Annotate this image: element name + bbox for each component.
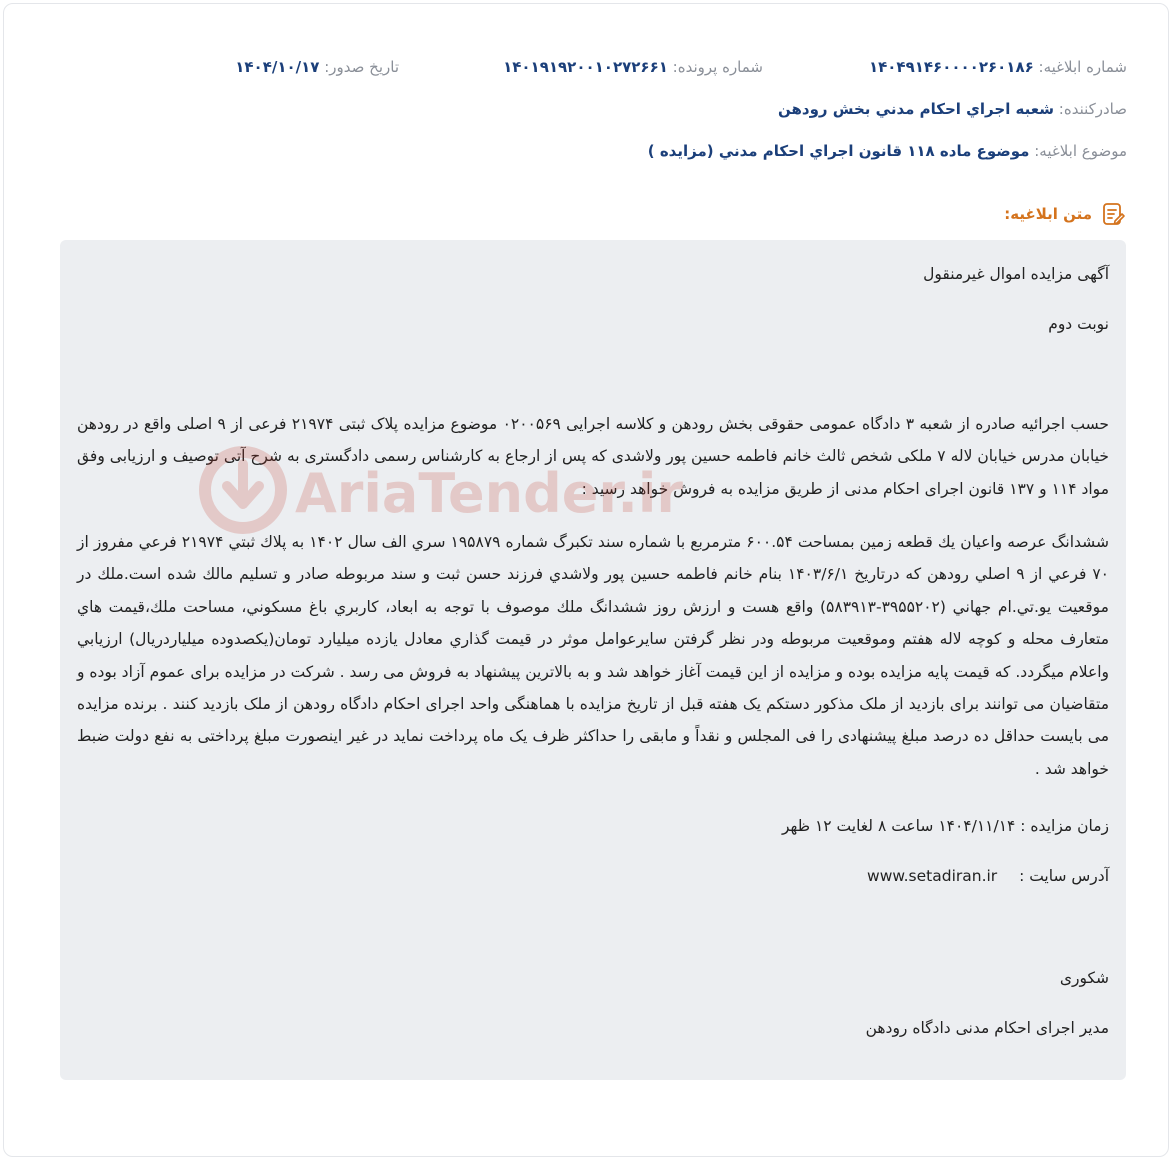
notice-number-label: شماره ابلاغیه: — [1038, 58, 1127, 76]
notice-paragraph-2: ششدانگ عرصه واعيان يك قطعه زمين بمساحت ۶۰۰.۵۴ مترمربع با شماره سند تکبرگ شماره ۱۹۵۸۷۹ سري الف سال ۱۴۰۲ به پلاك ثبتي ۲۱۹۷۴ فرعي مفروز از ۷۰ فرعي از ۹ اصلي رودهن كه درتاريخ ۱۴۰۳/۶/۱ بنام خانم فاطمه حسين پور ولاشدي فرزند حسن ثبت و سند مربوطه صادر و تسليم مالك شده است.ملك در موقعيت يو.تي.ام جهاني (۳۹۵۵۲۰۲-۵۸۳۹۱۳) واقع هست و ارزش روز ششدانگ ملك موصوف با توجه به ابعاد، كاربري باغ مسكوني، مساحت ملك،قيمت هاي متعارف محله و كوچه لاله هفتم وموقعيت مربوطه ودر نظر گرفتن سايرعوامل موثر در قيمت گذاري معادل يازده ميليارد تومان(يكصدوده ميلياردريال) ارزيابي واعلام ميگردد. که قیمت پایه مزایده بوده و مزایده از این قیمت آغاز خواهد شد و به بالاترین پیشنهاد به فروش می رسد . شرکت در مزایده برای عموم آزاد بوده و متقاضیان می توانند برای بازدید از ملک مذکور دستکم یک هفته قبل از تاریخ مزایده با هماهنگی واحد اجرای احکام دادگاه رودهن از ملک بازدید کنند . برنده مزایده می بایست حداقل ده درصد مبلغ پیشنهادی را فی المجلس و نقداً و مابقی را حداکثر ظرف یک ماه پرداخت نماید در غیر اینصورت مبلغ پرداختی به نفع دولت ضبط خواهد شد . — [77, 533, 1109, 778]
issue-date-label: تاریخ صدور: — [324, 58, 399, 76]
issue-date — [235, 58, 399, 76]
site-address-label: آدرس سایت : — [1019, 867, 1109, 885]
document-edit-icon — [1100, 201, 1126, 227]
meta-row-numbers — [0, 58, 1174, 88]
file-number — [503, 58, 763, 76]
notice-round: نوبت دوم — [1048, 315, 1109, 333]
watermark-text: AriaTender.ir — [295, 462, 683, 525]
auction-time: زمان مزایده : ۱۴۰۴/۱۱/۱۴ ساعت ۸ لغایت ۱۲ ظهر — [782, 817, 1109, 835]
issuer-value: شعبه اجراي احكام مدني بخش رودهن — [778, 100, 1054, 118]
file-number-value: ۱۴۰۱۹۱۹۲۰۰۱۰۲۷۲۶۶۱ — [503, 58, 668, 76]
site-address — [77, 860, 1109, 892]
notice-number — [869, 58, 1127, 76]
issue-date-value: ۱۴۰۴/۱۰/۱۷ — [235, 58, 320, 76]
notice-body — [60, 240, 1126, 1080]
file-number-label: شماره پرونده: — [672, 58, 763, 76]
subject-label: موضوع ابلاغیه: — [1034, 142, 1127, 160]
notice-paragraph-1: حسب اجرائیه صادره از شعبه ۳ دادگاه عمومی حقوقی بخش رودهن و کلاسه اجرایی ۰۲۰۰۵۶۹ موضوع مزایده پلاک ثبتی ۲۱۹۷۴ فرعی از ۹ اصلی واقع در رودهن خیابان مدرس خیابان لاله ۷ ملکی شخص ثالث خانم فاطمه حسین پور ولاشدی که پس از ارجاع به کارشناس رسمی دادگستری به شرح آتی توصیف و ارزیابی وفق مواد ۱۱۴ و ۱۳۷ قانون اجرای احکام مدنی از طریق مزایده به فروش خواهد رسید : — [77, 415, 1109, 498]
meta-row-subject — [0, 142, 1174, 172]
meta-row-issuer — [0, 100, 1174, 130]
signature-name: شکوری — [1059, 969, 1109, 987]
signature-title: مدیر اجرای احکام مدنی دادگاه رودهن — [865, 1019, 1109, 1037]
issuer-label: صادرکننده: — [1058, 100, 1127, 118]
site-address-link[interactable]: www.setadiran.ir — [867, 867, 998, 885]
issuer — [778, 100, 1127, 118]
notice-number-value: ۱۴۰۴۹۱۴۶۰۰۰۰۲۶۰۱۸۶ — [868, 58, 1034, 76]
subject — [648, 142, 1127, 160]
notice-text-title: متن ابلاغیه: — [1004, 205, 1092, 223]
subject-value: موضوع ماده ۱۱۸ قانون اجراي احكام مدني (مزايده ) — [647, 142, 1030, 160]
notice-heading: آگهی مزایده اموال غیرمنقول — [923, 265, 1109, 283]
notice-text-heading — [1004, 198, 1126, 230]
